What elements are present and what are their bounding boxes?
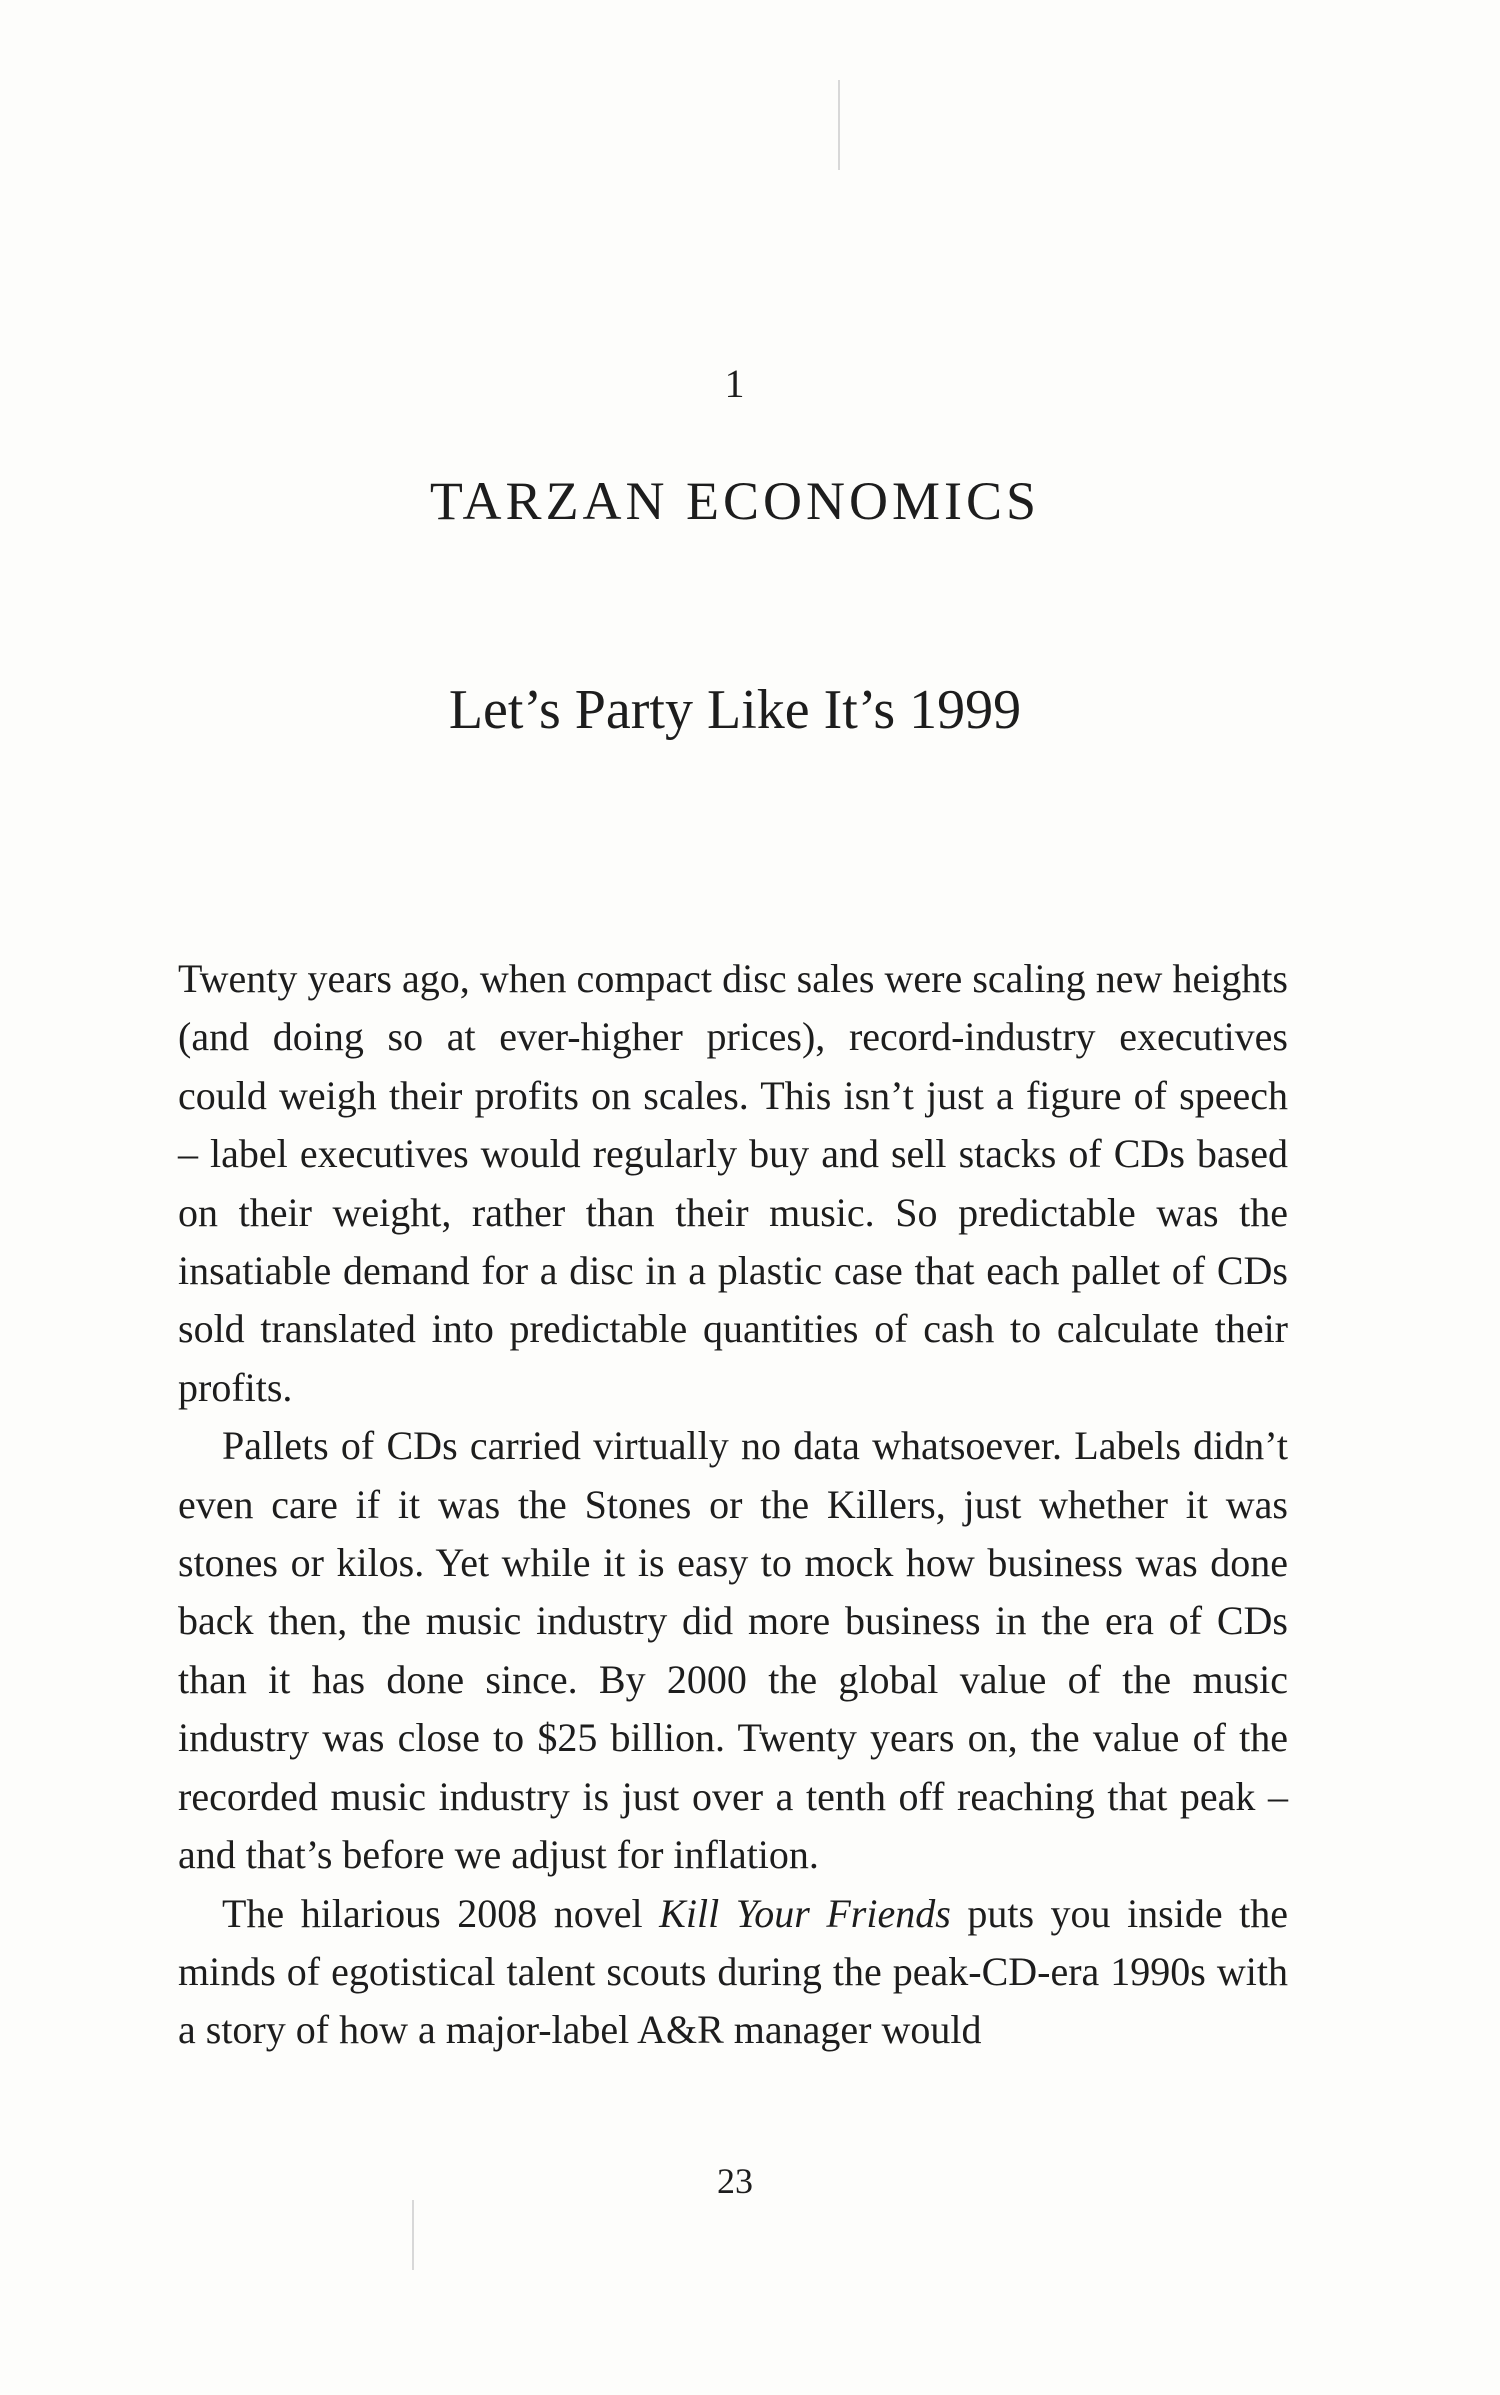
paragraph-text: The hilarious 2008 novel bbox=[222, 1890, 660, 1936]
body-text bbox=[178, 950, 1288, 2060]
paragraph bbox=[178, 1885, 1288, 2060]
book-title: Kill Your Friends bbox=[659, 1890, 951, 1936]
paragraph: Pallets of CDs carried virtually no data whatsoever. Labels didn’t even care if it was the Stones or the Killers, just whether it was stones or kilos. Yet while it is easy to mock how business was done back then, the music industry did more business in the era of CDs than it has done since. By 2000 the global value of the music industry was close to $25 billion. Twenty years on, the value of the recorded music industry is just over a tenth off reaching that peak – and that’s before we adjust for inflation. bbox=[178, 1423, 1288, 1878]
scan-artifact bbox=[412, 2200, 414, 2270]
paragraph: Twenty years ago, when compact disc sales were scaling new heights (and doing so at ever-higher prices), record-industry executives could weigh their profits on scales. This isn’t just a figure of speech – label executives would regularly buy and sell stacks of CDs based on their weight, rather than their music. So predictable was the insatiable demand for a disc in a plastic case that each pallet of CDs sold translated into predictable quantities of cash to calculate their profits. bbox=[178, 956, 1288, 1410]
paragraph-text: puts you inside the minds of egotistical talent scouts during the peak-CD-era 1990s with a story of how a major-label A&R manager would bbox=[178, 1890, 1289, 2053]
chapter-number: 1 bbox=[724, 361, 746, 406]
page-number: 23 bbox=[717, 2161, 753, 2201]
chapter-title: TARZAN ECONOMICS bbox=[429, 471, 1041, 531]
scan-artifact bbox=[838, 80, 840, 170]
section-title: Let’s Party Like It’s 1999 bbox=[448, 679, 1022, 741]
